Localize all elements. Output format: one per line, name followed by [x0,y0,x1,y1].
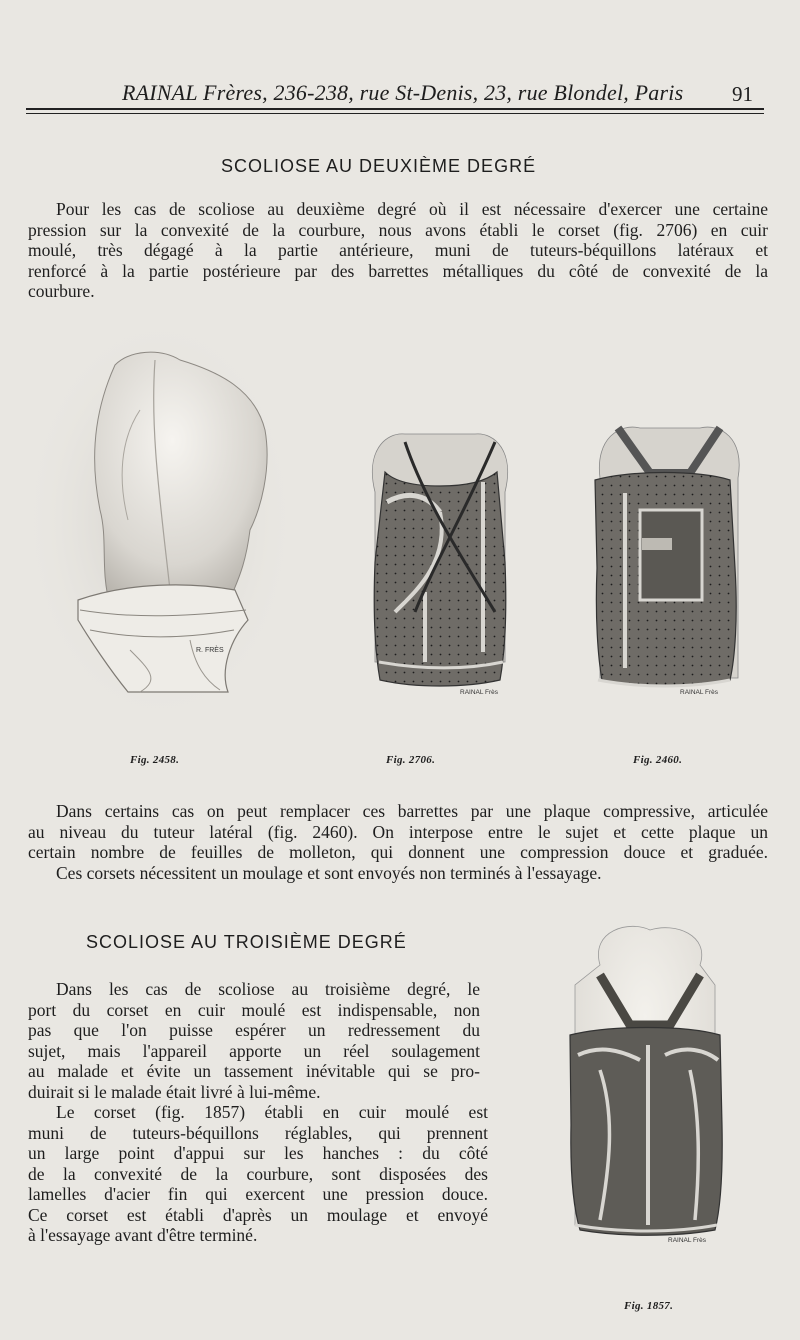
caption-fig-2458: Fig. 2458. [130,754,180,766]
text-line: Le corset (fig. 1857) établi en cuir moulé est [56,1102,488,1122]
caption-fig-1857: Fig. 1857. [624,1300,674,1312]
text-line: courbure. [28,281,95,301]
text-line: de la convexité de la courbure, sont disposées des [28,1163,488,1184]
text-line: Ces corsets nécessitent un moulage et sont envoyés non terminés à l'essayage. [56,862,602,883]
text-line: sujet, mais l'appareil apporte un réel soulagement [28,1040,480,1061]
corset-2706-illustration [355,362,525,702]
text-line: duirait si le malade était livré à lui-même. [28,1081,321,1102]
figure-signature: R. FRÈS [196,647,224,654]
corset-1857-illustration [560,925,735,1245]
text-line: certain nombre de feuilles de molleton, qui donnent une compression douce et graduée. [28,842,768,862]
section-heading-third-degree: SCOLIOSE AU TROISIÈME DEGRÉ [86,932,407,952]
text-line: Dans certains cas on peut remplacer ces barrettes par une plaque compressive, articulée [56,801,768,821]
paragraph-third-degree-corset [28,1102,488,1246]
text-line: un large point d'appui sur les hanches : du côté [28,1143,488,1163]
page-header [0,74,800,114]
text-line: Ce corset est établi d'après un moulage et envoyé [28,1204,488,1225]
text-line: Pour les cas de scoliose au deuxième degré où il est nécessaire d'exercer une certaine [56,199,768,219]
torso-illustration [20,320,300,750]
corset-2460-illustration [580,418,755,708]
paragraph-third-degree-intro [28,979,480,1102]
caption-fig-2460: Fig. 2460. [633,754,683,766]
text-line: Dans les cas de scoliose au troisième degré, le [56,979,480,999]
text-line: muni de tuteurs-béquillons réglables, qui prennent [28,1122,488,1143]
text-line: au malade et évite un tassement inévitable qui se pro- [28,1061,480,1081]
text-line: renforcé à la partie postérieure par des barrettes métalliques du côté de convexité de la [28,260,768,281]
header-rule [26,108,764,110]
caption-fig-2706: Fig. 2706. [386,754,436,766]
text-line: moulé, très dégagé à la partie antérieure, muni de tuteurs-béquillons latéraux et [28,240,768,260]
text-line: pas que l'on puisse espérer un redressement du [28,1020,480,1040]
figure-signature: RAINAL Frès [680,689,719,696]
text-line: à l'essayage avant d'être terminé. [28,1225,258,1245]
section-heading-second-degree: SCOLIOSE AU DEUXIÈME DEGRÉ [221,156,537,176]
text-line: port du corset en cuir moulé est indispensable, non [28,999,480,1020]
paragraph-second-degree [28,199,768,302]
header-rule-thin [26,113,764,114]
header-text: RAINAL Frères, 236-238, rue St-Denis, 23, rue Blondel, Paris [122,80,684,105]
text-line: pression sur la convexité de la courbure, nous avons établi le corset (fig. 2706) en cuir [28,219,768,240]
paragraph-compressive-plate [28,801,768,883]
figure-signature: RAINAL Frès [460,689,499,696]
text-line: au niveau du tuteur latéral (fig. 2460). On interpose entre le sujet et cette plaque un [28,821,768,842]
figure-signature: RAINAL Frès [668,1237,707,1244]
page-number: 91 [732,82,753,106]
text-line: lamelles d'acier fin qui exercent une pression douce. [28,1184,488,1204]
